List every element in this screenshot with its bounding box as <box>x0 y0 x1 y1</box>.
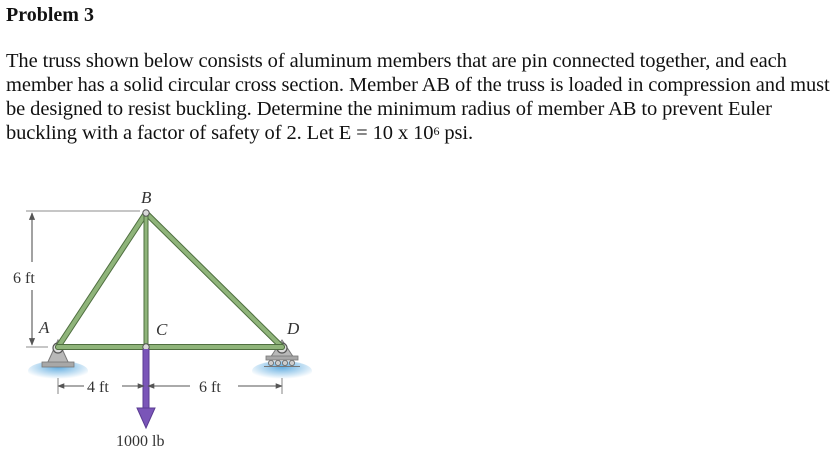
load-arrow <box>137 349 155 428</box>
member-ab <box>58 213 146 347</box>
span-left-label: 4 ft <box>87 379 109 396</box>
modulus-exponent: 6 <box>433 124 440 138</box>
node-label-a: A <box>39 318 50 337</box>
load-arrow-head <box>137 408 155 428</box>
node-label-c: C <box>156 320 168 339</box>
problem-text-main: The truss shown below consists of aluminum members that are pin connected together, and each member has a solid circular cross section. Member AB of the truss is loaded in compression and must be designed to resist buckling. Determine the minimum radius of member AB to prevent Euler buckling with a factor of safety of 2. Let E = 10 x 10 <box>6 50 830 144</box>
joint-b <box>143 210 149 216</box>
problem-text-units: psi. <box>439 122 474 144</box>
problem-heading: Problem 3 <box>6 4 94 26</box>
height-dimension-label: 6 ft <box>13 270 35 287</box>
truss-members <box>58 213 282 347</box>
span-dimensions <box>58 378 282 396</box>
node-label-b: B <box>141 188 152 207</box>
load-label: 1000 lb <box>116 433 165 450</box>
height-dimension <box>13 211 140 347</box>
node-label-d: D <box>287 319 300 338</box>
span-right-label: 6 ft <box>199 379 221 396</box>
